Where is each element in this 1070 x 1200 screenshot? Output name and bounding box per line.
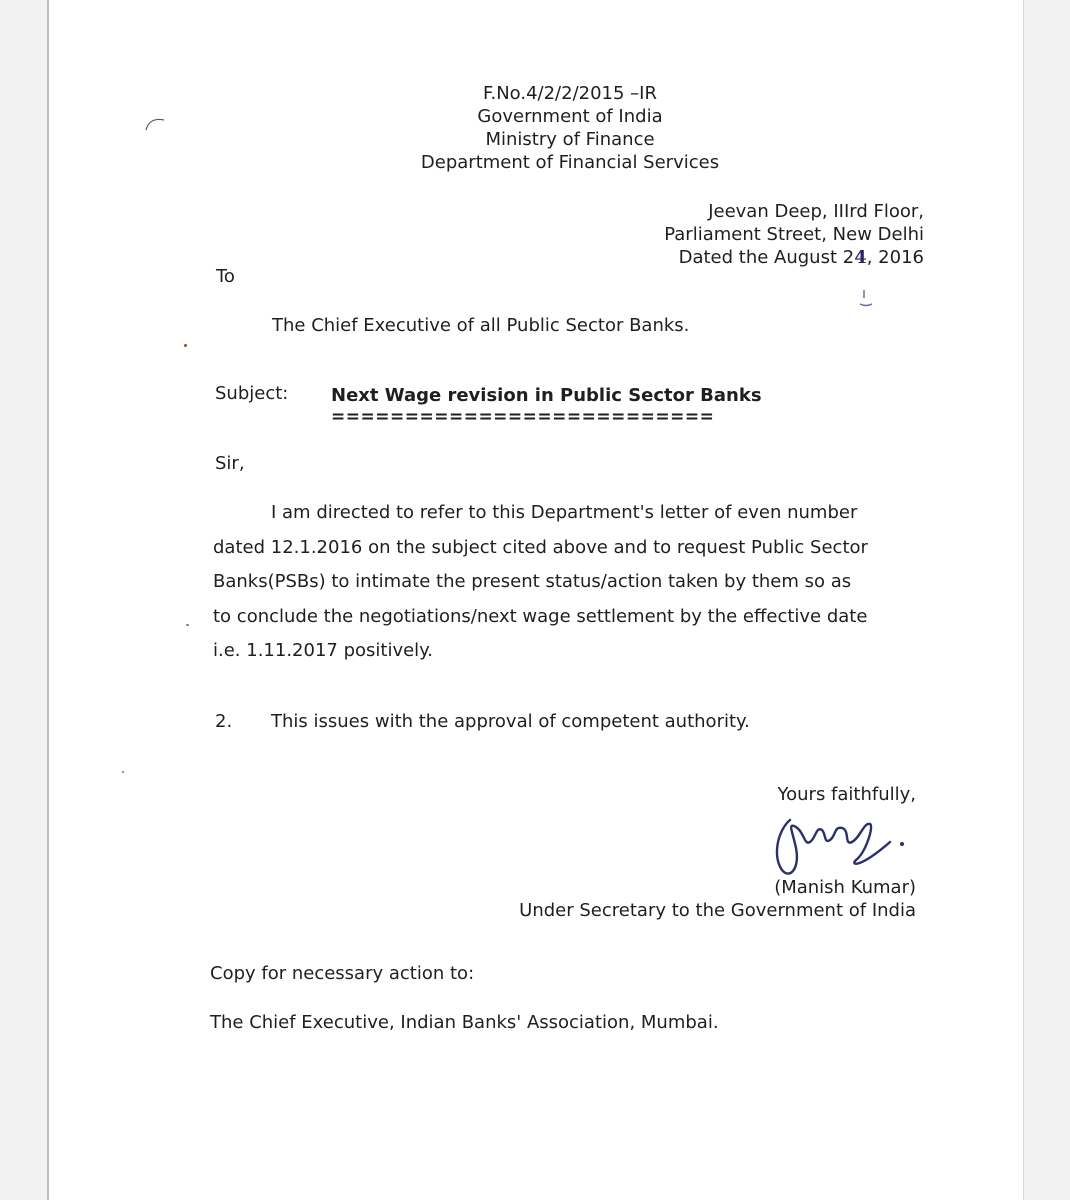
paragraph-line: to conclude the negotiations/next wage settlement by the effective date bbox=[213, 605, 868, 627]
copy-recipient: The Chief Executive, Indian Banks' Association, Mumbai. bbox=[210, 1012, 719, 1033]
subject-underline: ========================== bbox=[331, 407, 715, 427]
ministry-name: Ministry of Finance bbox=[485, 129, 655, 150]
scan-speck bbox=[186, 624, 189, 626]
paragraph-line: dated 12.1.2016 on the subject cited above and to request Public Sector bbox=[213, 536, 868, 558]
to-label: To bbox=[216, 266, 235, 287]
scan-speck bbox=[122, 771, 124, 773]
address-line-2: Parliament Street, New Delhi bbox=[664, 224, 924, 245]
copy-label: Copy for necessary action to: bbox=[210, 963, 475, 984]
recipient-line: The Chief Executive of all Public Sector Banks. bbox=[272, 315, 690, 336]
body-paragraph-1 bbox=[213, 496, 921, 669]
government-name: Government of India bbox=[477, 106, 663, 127]
paragraph-2-text: This issues with the approval of competent authority. bbox=[271, 711, 750, 732]
address-line-1: Jeevan Deep, IIIrd Floor, bbox=[708, 201, 924, 222]
date-suffix: , 2016 bbox=[866, 247, 924, 268]
scan-mark bbox=[144, 116, 166, 132]
date-prefix: Dated the August 2 bbox=[678, 247, 855, 268]
letter-date bbox=[560, 246, 924, 269]
signatory-name: (Manish Kumar) bbox=[774, 877, 916, 898]
paragraph-line: Banks(PSBs) to intimate the present status/action taken by them so as bbox=[213, 571, 852, 592]
subject-text: Next Wage revision in Public Sector Banks bbox=[331, 385, 762, 406]
page-edge bbox=[47, 0, 49, 1200]
date-handwritten-digit: 4 bbox=[854, 247, 867, 268]
subject-label: Subject: bbox=[215, 383, 289, 404]
salutation: Sir, bbox=[215, 453, 245, 474]
signatory-designation: Under Secretary to the Government of India bbox=[519, 900, 916, 921]
paragraph-line: I am directed to refer to this Department's letter of even number bbox=[271, 502, 858, 523]
department-name: Department of Financial Services bbox=[420, 152, 720, 173]
scan-speck bbox=[184, 344, 187, 347]
paragraph-line: i.e. 1.11.2017 positively. bbox=[213, 640, 433, 661]
paragraph-2-number: 2. bbox=[215, 711, 233, 732]
file-number: F.No.4/2/2/2015 –IR bbox=[483, 83, 657, 104]
complimentary-close: Yours faithfully, bbox=[777, 784, 916, 805]
scan-mark bbox=[856, 288, 876, 312]
